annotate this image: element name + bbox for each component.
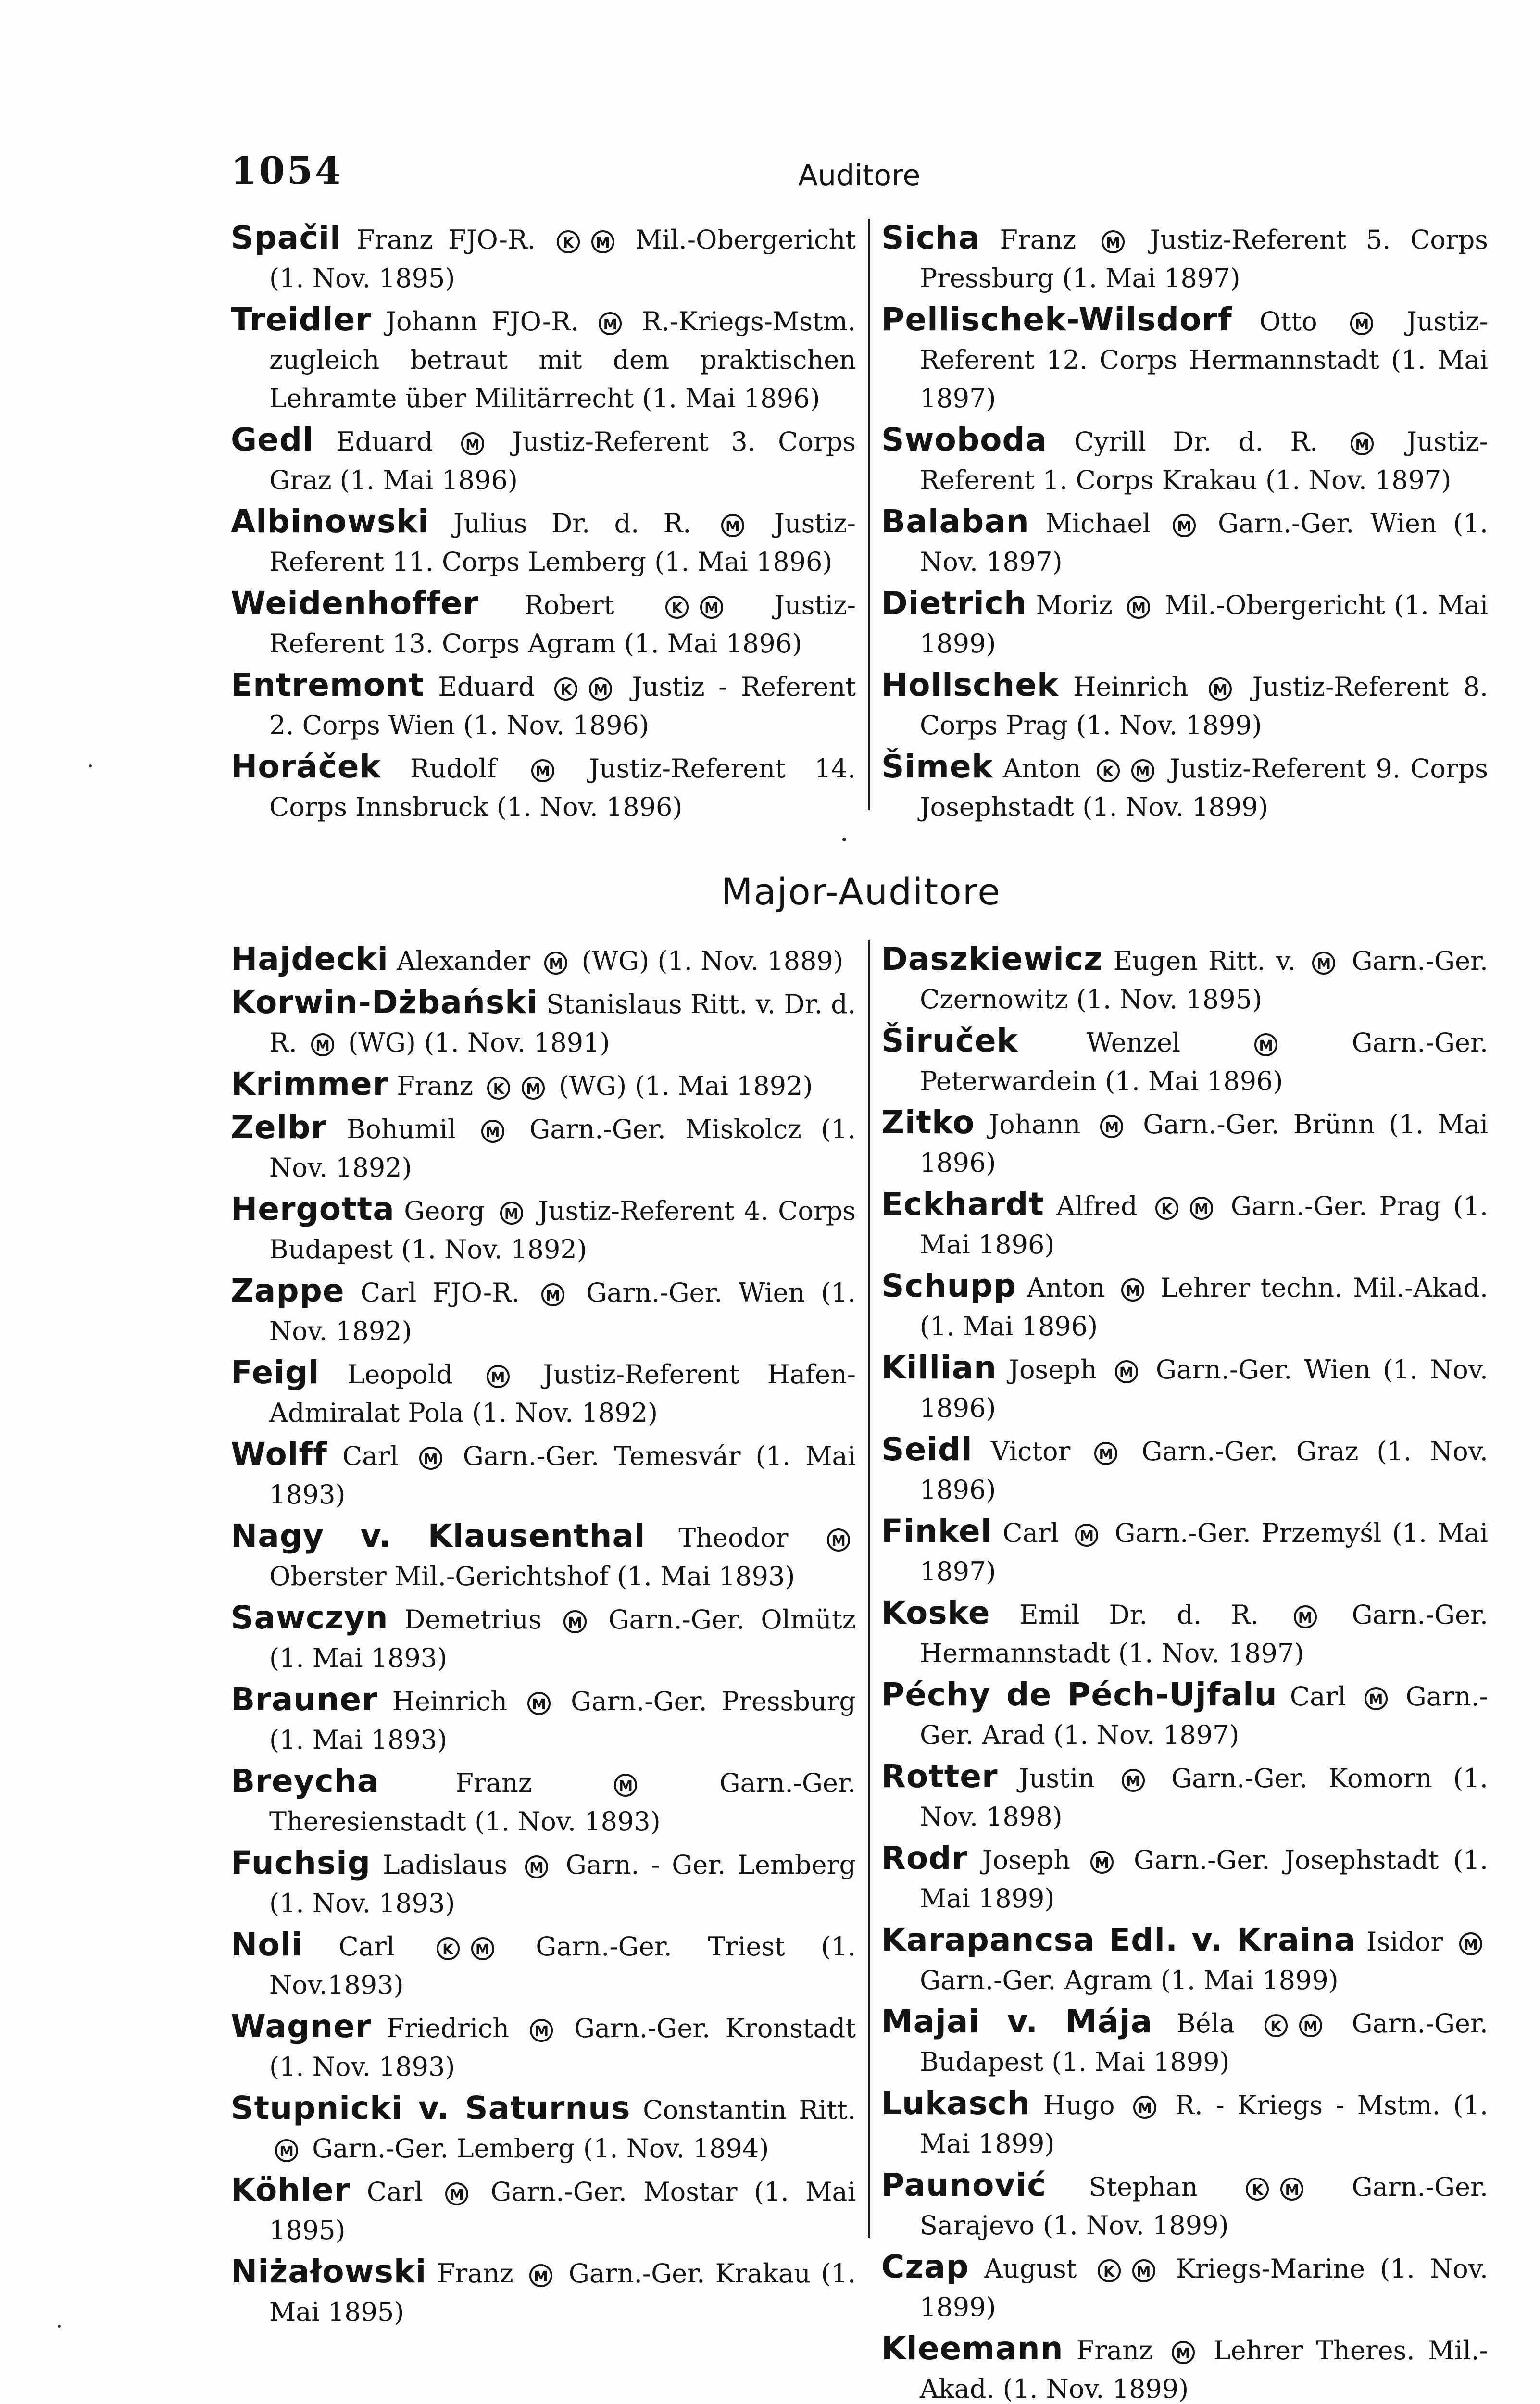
bottom-section — [231, 940, 1490, 2404]
officer-detail: Carl — [342, 1441, 399, 1471]
officer-detail: Constantin Ritt. — [643, 2095, 856, 2125]
officer-surname: Krimmer — [231, 1065, 389, 1102]
officer-surname: Kleemann — [881, 2330, 1064, 2367]
k-decoration-badge: K — [557, 230, 580, 253]
m-decoration-badge: M — [1102, 230, 1125, 253]
officer-entry — [231, 1353, 856, 1432]
top-left-column — [231, 219, 856, 829]
officer-detail: Garn.-Ger. Hermannstadt (1. Nov. 1897) — [920, 1600, 1488, 1668]
officer-detail: Franz — [1076, 2335, 1153, 2366]
running-head: Auditore — [798, 159, 921, 192]
officer-entry — [231, 584, 856, 663]
officer-detail: Mil.-Obergericht (1. Mai 1899) — [920, 590, 1488, 659]
officer-detail: Kriegs-Marine (1. Nov. 1899) — [920, 2254, 1489, 2322]
officer-surname: Paunović — [881, 2166, 1047, 2204]
officer-detail: Justiz-Referent 13. Corps Agram (1. Mai 1896) — [269, 590, 856, 659]
m-decoration-badge: M — [1122, 1769, 1145, 1792]
officer-entry — [231, 502, 856, 581]
officer-surname: Weidenhoffer — [231, 585, 479, 622]
officer-entry — [881, 1921, 1488, 2000]
officer-surname: Köhler — [231, 2171, 351, 2208]
officer-detail: Garn.-Ger. Budapest (1. Mai 1899) — [920, 2008, 1488, 2077]
officer-detail: Anton — [1002, 753, 1081, 784]
officer-entry — [881, 219, 1488, 298]
officer-detail: Hugo — [1043, 2090, 1115, 2120]
officer-detail: Garn.-Ger. Arad (1. Nov. 1897) — [920, 1681, 1489, 1750]
officer-detail: Julius Dr. d. R. — [453, 508, 691, 538]
officer-surname: Sicha — [881, 219, 980, 256]
bottom-right-column — [868, 940, 1489, 2404]
officer-detail: Justiz-Referent 11. Corps Lemberg (1. Mai 1896) — [269, 508, 856, 577]
officer-detail: Garn.-Ger. Prag (1. Mai 1896) — [920, 1191, 1488, 1260]
officer-detail: Franz — [397, 1071, 474, 1101]
officer-surname: Šimek — [881, 748, 993, 785]
m-decoration-badge: M — [487, 1365, 510, 1388]
officer-detail: Justiz-Referent 8. Corps Prag (1. Nov. 1899) — [920, 672, 1489, 740]
k-decoration-badge: K — [1265, 2014, 1288, 2037]
m-decoration-badge: M — [522, 1077, 545, 1100]
officer-entry — [881, 2166, 1488, 2245]
officer-surname: Zappe — [231, 1272, 345, 1309]
officer-entry — [231, 2171, 856, 2250]
m-decoration-badge: M — [419, 1447, 442, 1470]
officer-surname: Péchy de Péch-Ujfalu — [881, 1676, 1277, 1713]
officer-entry — [881, 502, 1488, 581]
officer-detail: Justin — [1019, 1763, 1095, 1793]
officer-entry — [231, 421, 856, 500]
officer-surname: Hergotta — [231, 1190, 395, 1227]
officer-detail: Eduard — [438, 672, 535, 702]
officer-entry — [231, 1926, 856, 2004]
officer-detail: Garn.-Ger. Wien (1. Nov. 1892) — [269, 1277, 856, 1346]
m-decoration-badge: M — [700, 596, 723, 619]
m-decoration-badge: M — [1173, 514, 1196, 537]
officer-detail: Garn.-Ger. Olmütz (1. Mai 1893) — [269, 1604, 856, 1673]
m-decoration-badge: M — [1280, 2178, 1303, 2201]
officer-entry — [881, 2003, 1488, 2081]
k-decoration-badge: K — [437, 1937, 460, 1960]
m-decoration-badge: M — [1351, 432, 1374, 455]
m-decoration-badge: M — [275, 2139, 298, 2162]
officer-surname: Sawczyn — [231, 1599, 388, 1636]
m-decoration-badge: M — [527, 1692, 551, 1715]
officer-surname: Spačil — [231, 219, 341, 256]
officer-detail: Garn.-Ger. Temesvár (1. Mai 1893) — [269, 1441, 856, 1510]
officer-detail: Garn.-Ger. Brünn (1. Mai 1896) — [920, 1109, 1488, 1178]
officer-entry — [231, 1108, 856, 1187]
officer-surname: Killian — [881, 1349, 997, 1386]
officer-detail: Alexander — [397, 946, 531, 976]
officer-surname: Rodr — [881, 1840, 968, 1877]
m-decoration-badge: M — [1294, 1605, 1317, 1628]
officer-entry — [231, 1599, 856, 1678]
officer-detail: Franz — [455, 1768, 532, 1798]
officer-surname: Entremont — [231, 666, 425, 703]
m-decoration-badge: M — [563, 1610, 587, 1633]
m-decoration-badge: M — [721, 514, 744, 537]
officer-entry — [881, 940, 1488, 1019]
officer-entry — [881, 666, 1488, 745]
ornament-dot — [842, 838, 846, 841]
officer-detail: Justiz-Referent 1. Corps Krakau (1. Nov. 1897) — [920, 426, 1488, 495]
officer-surname: Feigl — [231, 1354, 320, 1391]
officer-detail: Carl — [1290, 1681, 1346, 1712]
officer-detail: Eugen Ritt. v. — [1113, 946, 1296, 976]
officer-surname: Zitko — [881, 1104, 975, 1141]
k-decoration-badge: K — [554, 677, 577, 701]
officer-surname: Schupp — [881, 1267, 1017, 1304]
officer-surname: Czap — [881, 2248, 969, 2285]
officer-entry — [231, 1762, 856, 1841]
officer-detail: Carl — [1002, 1518, 1059, 1548]
officer-surname: Swoboda — [881, 421, 1048, 458]
officer-surname: Treidler — [231, 301, 372, 338]
page-number: 1054 — [231, 149, 343, 193]
k-decoration-badge: K — [487, 1077, 510, 1100]
m-decoration-badge: M — [541, 1283, 564, 1306]
officer-detail: Garn.-Ger. Peterwardein (1. Mai 1896) — [920, 1027, 1488, 1096]
officer-entry — [231, 2253, 856, 2331]
m-decoration-badge: M — [1115, 1360, 1138, 1383]
officer-entry — [231, 1517, 856, 1596]
m-decoration-badge: M — [1365, 1687, 1388, 1710]
officer-detail: Eduard — [336, 426, 433, 457]
officer-detail: Emil Dr. d. R. — [1019, 1600, 1259, 1630]
officer-detail: Franz — [1000, 225, 1077, 255]
officer-surname: Finkel — [881, 1513, 992, 1550]
officer-detail: Justiz-Referent 3. Corps Graz (1. Mai 1896) — [269, 426, 856, 495]
officer-entry — [881, 2248, 1488, 2327]
m-decoration-badge: M — [1127, 596, 1150, 619]
m-decoration-badge: M — [1254, 1033, 1277, 1056]
m-decoration-badge: M — [1312, 952, 1335, 975]
m-decoration-badge: M — [445, 2182, 468, 2205]
officer-surname: Wagner — [231, 2008, 372, 2045]
officer-surname: Karapancsa Edl. v. Kraina — [881, 1921, 1356, 1958]
officer-detail: Garn.-Ger. Pressburg (1. Mai 1893) — [269, 1686, 856, 1755]
officer-entry — [231, 1844, 856, 1923]
m-decoration-badge: M — [531, 759, 554, 782]
officer-detail: Garn.-Ger. Lemberg (1. Nov. 1894) — [312, 2133, 769, 2164]
officer-detail: Wenzel — [1086, 1027, 1181, 1058]
officer-surname: Majai v. Mája — [881, 2003, 1153, 2040]
officer-detail: Justiz-Referent 12. Corps Hermannstadt (1. Mai 1897) — [920, 306, 1489, 413]
speck — [58, 2325, 61, 2328]
officer-entry — [231, 219, 856, 298]
m-decoration-badge: M — [1131, 759, 1154, 782]
m-decoration-badge: M — [1100, 1115, 1123, 1138]
officer-surname: Breycha — [231, 1763, 379, 1800]
officer-detail: Franz FJO-R. — [356, 225, 536, 255]
officer-surname: Korwin-Dżbański — [231, 984, 538, 1021]
officer-surname: Zelbr — [231, 1109, 327, 1146]
officer-detail: Robert — [524, 590, 614, 620]
officer-entry — [881, 1594, 1488, 1673]
top-section — [231, 219, 1490, 829]
officer-detail: Garn.-Ger. Triest (1. Nov.1893) — [269, 1931, 856, 2000]
officer-surname: Wolff — [231, 1436, 327, 1473]
officer-detail: Garn.-Ger. Mostar (1. Mai 1895) — [269, 2177, 856, 2245]
officer-detail: Garn.-Ger. Kronstadt (1. Nov. 1893) — [269, 2013, 856, 2082]
officer-detail: Georg — [404, 1196, 485, 1226]
officer-surname: Fuchsig — [231, 1844, 371, 1881]
officer-detail: Garn.-Ger. Theresienstadt (1. Nov. 1893) — [269, 1768, 856, 1837]
officer-detail: Stanislaus Ritt. v. Dr. d. R. — [269, 989, 856, 1058]
officer-detail: Garn. - Ger. Lemberg (1. Nov. 1893) — [269, 1850, 856, 1918]
officer-detail: Garn.-Ger. Miskolcz (1. Nov. 1892) — [269, 1114, 856, 1183]
officer-detail: Stephan — [1089, 2172, 1198, 2202]
officer-detail: Oberster Mil.-Gerichtshof (1. Mai 1893) — [269, 1561, 795, 1591]
officer-entry — [231, 1435, 856, 1514]
officer-entry — [881, 1512, 1488, 1591]
m-decoration-badge: M — [1190, 1197, 1213, 1220]
officer-detail: Friedrich — [386, 2013, 510, 2043]
officer-detail: Garn.-Ger. Komorn (1. Nov. 1898) — [920, 1763, 1488, 1832]
m-decoration-badge: M — [827, 1528, 850, 1552]
m-decoration-badge: M — [1133, 2096, 1156, 2119]
officer-detail: Anton — [1027, 1273, 1105, 1303]
officer-detail: Lehrer Theres. Mil.-Akad. (1. Nov. 1899) — [920, 2335, 1488, 2404]
officer-detail: Joseph — [1009, 1354, 1097, 1385]
officer-surname: Noli — [231, 1926, 303, 1963]
officer-entry — [881, 1103, 1488, 1182]
officer-detail: Garn.-Ger. Wien (1. Nov. 1896) — [920, 1354, 1489, 1423]
k-decoration-badge: K — [665, 596, 689, 619]
officer-detail: Johann FJO-R. — [386, 306, 579, 337]
officer-entry — [881, 1022, 1488, 1101]
m-decoration-badge: M — [530, 2019, 553, 2042]
m-decoration-badge: M — [599, 312, 622, 335]
m-decoration-badge: M — [1299, 2014, 1322, 2037]
k-decoration-badge: K — [1246, 2178, 1269, 2201]
officer-detail: Franz — [437, 2258, 513, 2289]
m-decoration-badge: M — [1075, 1524, 1098, 1547]
officer-detail: Justiz - Referent 2. Corps Wien (1. Nov. 1896) — [269, 672, 856, 740]
officer-surname: Horáček — [231, 748, 381, 785]
officer-detail: Johann — [989, 1109, 1081, 1139]
officer-detail: Béla — [1176, 2008, 1235, 2039]
officer-detail: Leopold — [347, 1359, 453, 1390]
m-decoration-badge: M — [311, 1033, 334, 1056]
m-decoration-badge: M — [471, 1937, 494, 1960]
officer-detail: Ladislaus — [382, 1850, 508, 1880]
officer-entry — [231, 940, 856, 980]
officer-surname: Brauner — [231, 1681, 378, 1718]
officer-detail: Isidor — [1366, 1927, 1443, 1957]
officer-detail: (WG) (1. Nov. 1889) — [581, 946, 843, 976]
officer-detail: Michael — [1045, 508, 1151, 538]
m-decoration-badge: M — [544, 952, 567, 975]
m-decoration-badge: M — [614, 1774, 637, 1797]
officer-surname: Koske — [881, 1594, 990, 1631]
officer-surname: Eckhardt — [881, 1186, 1044, 1223]
officer-detail: R. - Kriegs - Mstm. (1. Mai 1899) — [920, 2090, 1489, 2159]
officer-detail: R.-Kriegs-Mstm. zugleich betraut mit dem praktischen Lehramte über Militärrecht (1. Mai 1896) — [269, 306, 856, 413]
officer-detail: Otto — [1259, 306, 1317, 337]
officer-entry — [231, 2007, 856, 2086]
officer-entry — [231, 983, 856, 1062]
officer-detail: Theodor — [678, 1523, 789, 1553]
officer-detail: Moriz — [1036, 590, 1113, 620]
officer-entry — [231, 2089, 856, 2168]
officer-entry — [881, 2329, 1488, 2404]
m-decoration-badge: M — [1172, 2341, 1195, 2364]
officer-detail: (WG) (1. Mai 1892) — [559, 1071, 813, 1101]
officer-surname: Širuček — [881, 1022, 1018, 1059]
m-decoration-badge: M — [529, 2264, 552, 2287]
m-decoration-badge: M — [1121, 1278, 1144, 1302]
officer-entry — [881, 1757, 1488, 1836]
officer-surname: Hollschek — [881, 666, 1059, 703]
officer-entry — [881, 421, 1488, 500]
officer-detail: Alfred — [1056, 1191, 1138, 1221]
top-right-column — [868, 219, 1489, 822]
officer-detail: Garn.-Ger. Sarajevo (1. Nov. 1899) — [920, 2172, 1489, 2241]
officer-surname: Rotter — [881, 1758, 998, 1795]
officer-detail: Garn.-Ger. Przemyśl (1. Mai 1897) — [920, 1518, 1488, 1587]
m-decoration-badge: M — [500, 1202, 523, 1225]
section-title: Major-Auditore — [721, 870, 1002, 913]
m-decoration-badge: M — [1209, 677, 1232, 701]
officer-detail: Lehrer techn. Mil.-Akad. (1. Mai 1896) — [920, 1273, 1488, 1341]
officer-surname: Balaban — [881, 503, 1029, 540]
officer-detail: Bohumil — [346, 1114, 456, 1144]
officer-detail: Carl — [366, 2177, 423, 2207]
officer-detail: Carl — [338, 1931, 395, 1962]
officer-surname: Hajdecki — [231, 940, 389, 977]
officer-entry — [881, 1267, 1488, 1346]
officer-detail: Demetrius — [404, 1604, 542, 1635]
officer-entry — [231, 666, 856, 745]
officer-detail: Mil.-Obergericht (1. Nov. 1895) — [269, 225, 856, 293]
m-decoration-badge: M — [461, 432, 484, 455]
officer-entry — [881, 1839, 1488, 1918]
m-decoration-badge: M — [1094, 1442, 1117, 1465]
m-decoration-badge: M — [1459, 1932, 1482, 1955]
officer-detail: (WG) (1. Nov. 1891) — [348, 1027, 610, 1058]
officer-detail: Garn.-Ger. Krakau (1. Mai 1895) — [269, 2258, 856, 2327]
officer-detail: Justiz-Referent Hafen-Admiralat Pola (1. Nov. 1892) — [269, 1359, 856, 1428]
officer-entry — [231, 1190, 856, 1269]
officer-entry — [881, 2084, 1488, 2163]
m-decoration-badge: M — [525, 1855, 548, 1878]
officer-entry — [231, 1272, 856, 1351]
m-decoration-badge: M — [589, 677, 612, 701]
officer-detail: Garn.-Ger. Wien (1. Nov. 1897) — [920, 508, 1488, 577]
m-decoration-badge: M — [1350, 312, 1373, 335]
officer-detail: Justiz-Referent 4. Corps Budapest (1. Nov. 1892) — [269, 1196, 856, 1265]
officer-entry — [881, 1430, 1488, 1509]
officer-surname: Niżałowski — [231, 2253, 427, 2290]
officer-entry — [881, 300, 1488, 418]
bottom-left-column — [231, 940, 856, 2334]
officer-surname: Stupnicki v. Saturnus — [231, 2090, 631, 2127]
officer-detail: Heinrich — [1073, 672, 1189, 702]
officer-surname: Nagy v. Klausenthal — [231, 1517, 646, 1554]
officer-detail: Cyrill Dr. d. R. — [1074, 426, 1318, 457]
officer-detail: Victor — [990, 1436, 1071, 1466]
officer-detail: Garn.-Ger. Graz (1. Nov. 1896) — [920, 1436, 1488, 1505]
officer-detail: Garn.-Ger. Josephstadt (1. Mai 1899) — [920, 1845, 1489, 1914]
officer-entry — [881, 1349, 1488, 1427]
m-decoration-badge: M — [1090, 1851, 1114, 1874]
officer-entry — [231, 1065, 856, 1105]
officer-detail: Heinrich — [392, 1686, 507, 1716]
k-decoration-badge: K — [1155, 1197, 1178, 1220]
officer-entry — [881, 1185, 1488, 1264]
officer-detail: Justiz-Referent 14. Corps Innsbruck (1. Nov. 1896) — [269, 753, 856, 822]
officer-entry — [881, 1676, 1488, 1754]
officer-detail: Garn.-Ger. Agram (1. Mai 1899) — [920, 1965, 1339, 1995]
officer-surname: Seidl — [881, 1431, 973, 1468]
officer-entry — [231, 300, 856, 418]
k-decoration-badge: K — [1097, 759, 1120, 782]
officer-detail: Rudolf — [410, 753, 497, 784]
officer-detail: Joseph — [982, 1845, 1071, 1875]
m-decoration-badge: M — [481, 1120, 504, 1143]
officer-surname: Daszkiewicz — [881, 940, 1103, 977]
officer-surname: Dietrich — [881, 585, 1027, 622]
officer-entry — [231, 748, 856, 826]
officer-detail: Carl FJO-R. — [360, 1277, 520, 1308]
m-decoration-badge: M — [1132, 2259, 1155, 2282]
officer-detail: Garn.-Ger. Czernowitz (1. Nov. 1895) — [920, 946, 1489, 1014]
officer-surname: Gedl — [231, 421, 314, 458]
m-decoration-badge: M — [591, 230, 614, 253]
speck — [89, 764, 92, 767]
officer-detail: Justiz-Referent 5. Corps Pressburg (1. Mai 1897) — [920, 225, 1489, 293]
officer-entry — [231, 1680, 856, 1759]
officer-detail: Justiz-Referent 9. Corps Josephstadt (1. Nov. 1899) — [920, 753, 1489, 822]
officer-surname: Pellischek-Wilsdorf — [881, 301, 1232, 338]
officer-surname: Lukasch — [881, 2085, 1030, 2122]
page-header — [231, 149, 1482, 207]
k-decoration-badge: K — [1098, 2259, 1121, 2282]
officer-entry — [881, 748, 1488, 826]
officer-surname: Albinowski — [231, 503, 429, 540]
officer-detail: August — [984, 2254, 1077, 2284]
officer-entry — [881, 584, 1488, 663]
